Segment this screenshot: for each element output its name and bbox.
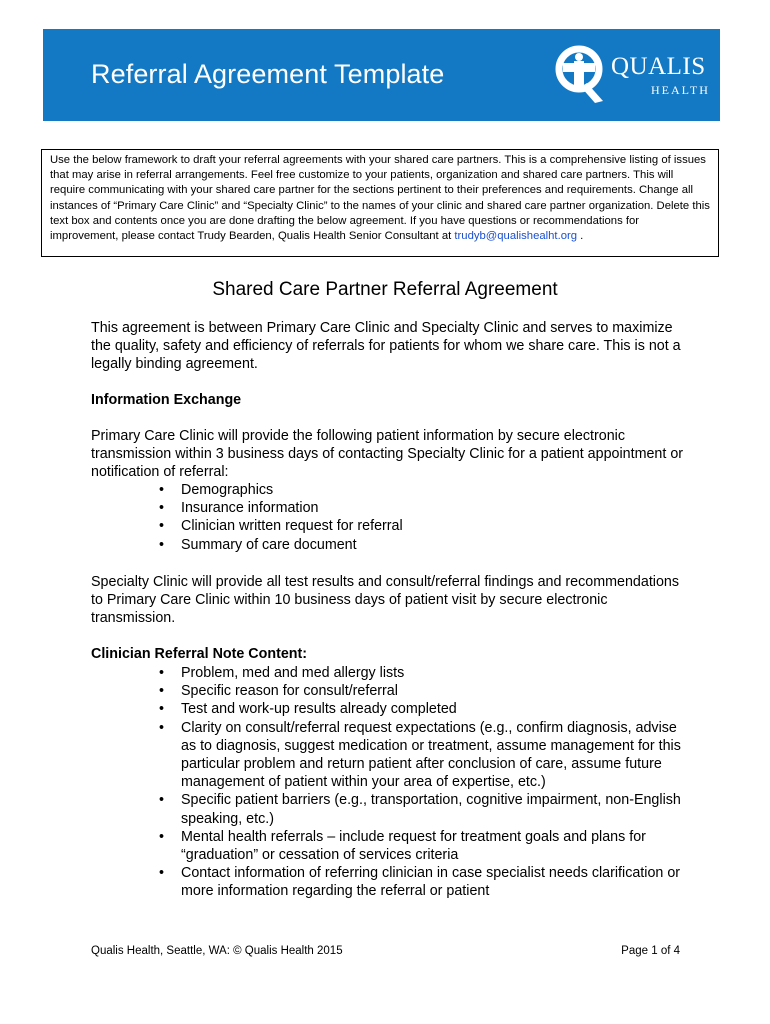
referral-note-list: [181, 664, 686, 901]
list-item: • Test and work-up results already completed: [181, 700, 686, 718]
information-exchange-paragraph: Primary Care Clinic will provide the following patient information by secure electronic transmission within 3 business days of contacting Specialty Clinic for a patient appointment or notification of referral:: [91, 428, 684, 481]
banner-title: Referral Agreement Template: [91, 59, 445, 89]
list-item: • Clinician written request for referral: [181, 517, 686, 535]
referral-note-heading: Clinician Referral Note Content:: [91, 646, 308, 662]
list-item: • Specific reason for consult/referral: [181, 682, 686, 700]
patient-information-list: [181, 481, 686, 554]
instructions-end: .: [577, 230, 584, 243]
instructions-text: Use the below framework to draft your referral agreements with your shared care partners. This is a comprehensive listing of issues that may arise in referral arrangements. Feel free customize to your patients, organization and shared care partners. This will require communicating with your shared care partner for the sections pertinent to their preferences and requirements. Change all instances of “Primary Care Clinic” and “Specialty Clinic” to the names of your clinic and shared care partner organization. Delete this text box and contents once you are done drafting the below agreement. If you have questions or recommendations for improvement, please contact Trudy Bearden, Qualis Health Senior Consultant at: [50, 154, 710, 243]
list-item: • Insurance information: [181, 499, 686, 517]
specialty-clinic-paragraph: Specialty Clinic will provide all test results and consult/referral findings and recommendations to Primary Care Clinic within 10 business days of patient visit by secure electronic transmission.: [91, 574, 680, 627]
document-title: Shared Care Partner Referral Agreement: [212, 279, 558, 300]
qualis-q-logo-icon: [553, 39, 613, 111]
list-item: • Problem, med and med allergy lists: [181, 664, 686, 682]
footer-copyright: Qualis Health, Seattle, WA: © Qualis Health 2015: [91, 945, 343, 957]
list-item: • Specific patient barriers (e.g., transportation, cognitive impairment, non-English speaking, etc.): [181, 791, 686, 827]
header-banner: [43, 29, 720, 121]
instructions-box: [41, 149, 719, 257]
page-number: Page 1 of 4: [621, 945, 680, 957]
logo-subtext: HEALTH: [651, 83, 710, 97]
logo-wordmark: QUALIS: [611, 53, 706, 80]
intro-paragraph: This agreement is between Primary Care Clinic and Specialty Clinic and serves to maximize the quality, safety and efficiency of referrals for patients for whom we share care. This is not a legally binding agreement.: [91, 320, 681, 373]
list-item: • Demographics: [181, 481, 686, 499]
information-exchange-heading: Information Exchange: [91, 392, 242, 408]
list-item: • Clarity on consult/referral request expectations (e.g., confirm diagnosis, advise as to diagnosis, suggest medication or treatment, assume management for this particular problem and return patient after conclusion of care, assume future management of patient within your area of expertise, etc.): [181, 719, 686, 792]
list-item: • Mental health referrals – include request for treatment goals and plans for “graduation” or cessation of services criteria: [181, 828, 686, 864]
list-item: • Summary of care document: [181, 536, 686, 554]
list-item: • Contact information of referring clinician in case specialist needs clarification or more information regarding the referral or patient: [181, 864, 686, 900]
contact-email-link[interactable]: trudyb@qualishealht.org: [454, 230, 578, 243]
qualis-health-logo: [553, 39, 713, 111]
